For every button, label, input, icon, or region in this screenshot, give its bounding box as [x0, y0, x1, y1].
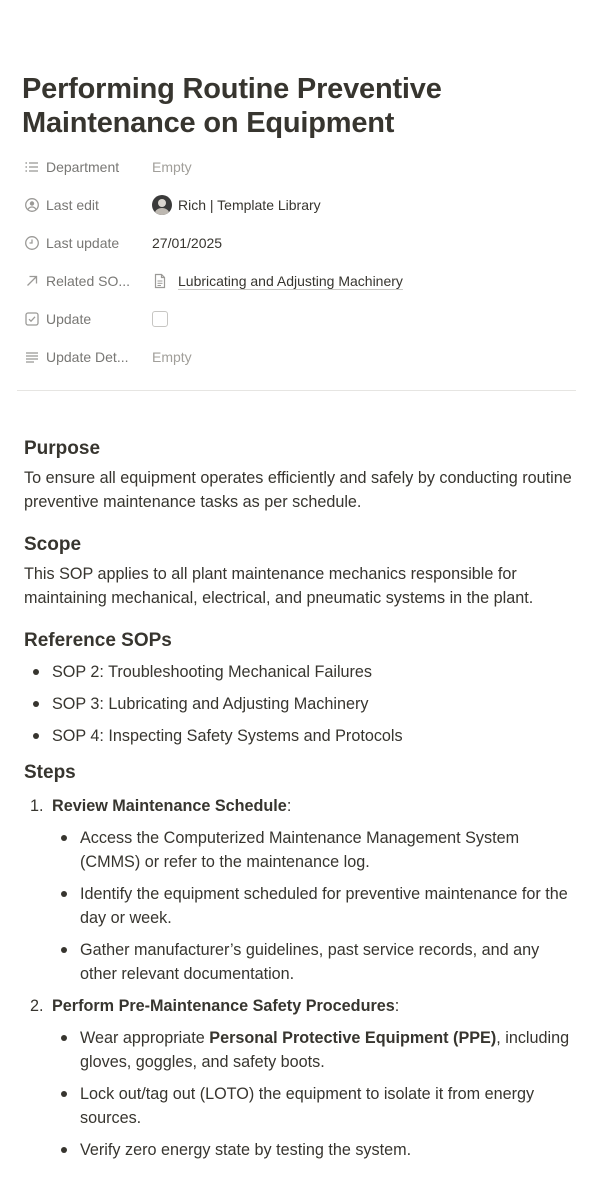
property-label: Department [46, 159, 120, 175]
properties-panel [22, 148, 578, 376]
related-page-link[interactable]: Lubricating and Adjusting Machinery [178, 273, 403, 289]
person-name: Rich | Template Library [178, 197, 321, 213]
property-label: Update Det... [46, 349, 129, 365]
steps-heading[interactable]: Steps [24, 762, 76, 783]
property-update-details[interactable] [22, 338, 578, 376]
list-item[interactable]: Gather manufacturer’s guidelines, past service records, and any other relevant documentation. [52, 938, 580, 986]
checkbox-icon [24, 311, 40, 327]
scope-text[interactable]: This SOP applies to all plant maintenance mechanics responsible for maintaining mechanical, electrical, and pneumatic systems in the plant. [24, 565, 534, 607]
avatar [152, 195, 172, 215]
step-number: 1. [30, 797, 44, 815]
scope-heading[interactable]: Scope [24, 534, 82, 555]
list-icon [24, 159, 40, 175]
reference-list [24, 660, 580, 748]
text-lines-icon [24, 349, 40, 365]
property-value-relation[interactable] [152, 273, 403, 289]
list-item[interactable]: SOP 3: Lubricating and Adjusting Machinery [24, 692, 580, 716]
page-content [24, 434, 580, 1178]
scope-section [24, 530, 580, 610]
property-last-edit[interactable] [22, 186, 578, 224]
step-item[interactable]: 2. Perform Pre-Maintenance Safety Procedures: Wear appropriate Personal Protective Equipment (PPE), including gloves, goggles, and safety boots. Lock out/tag out (LOTO) the equipment to isolate it from energy sources. Verify zero energy state by testing the system. [24, 994, 580, 1162]
property-label: Related SO... [46, 273, 131, 289]
list-item[interactable]: SOP 2: Troubleshooting Mechanical Failures [24, 660, 580, 684]
document-icon [152, 273, 168, 289]
property-value-person[interactable] [152, 195, 321, 215]
list-item[interactable]: Verify zero energy state by testing the system. [52, 1138, 580, 1162]
purpose-section [24, 434, 580, 514]
list-item[interactable]: Lock out/tag out (LOTO) the equipment to isolate it from energy sources. [52, 1082, 580, 1130]
property-last-update[interactable] [22, 224, 578, 262]
property-label: Last edit [46, 197, 99, 213]
clock-icon [24, 235, 40, 251]
step-item[interactable]: 1. Review Maintenance Schedule: Access the Computerized Maintenance Management System (CMMS) or refer to the maintenance log. Identify the equipment scheduled for preventive maintenance for the day or week. Gather manufacturer’s guidelines, past service records, and any other relevant documentation. [24, 794, 580, 986]
list-item[interactable]: SOP 4: Inspecting Safety Systems and Protocols [24, 724, 580, 748]
purpose-heading[interactable]: Purpose [24, 438, 101, 459]
purpose-text[interactable]: To ensure all equipment operates efficiently and safely by conducting routine preventive maintenance tasks as per schedule. [24, 469, 572, 511]
update-checkbox[interactable] [152, 311, 168, 327]
property-related-sop[interactable] [22, 262, 578, 300]
reference-heading[interactable]: Reference SOPs [24, 630, 172, 651]
property-department[interactable] [22, 148, 578, 186]
list-item[interactable]: Access the Computerized Maintenance Management System (CMMS) or refer to the maintenance log. [52, 826, 580, 874]
property-value-empty[interactable]: Empty [152, 349, 192, 365]
step-bullets [52, 1026, 580, 1162]
list-item[interactable]: Wear appropriate Personal Protective Equipment (PPE), including gloves, goggles, and safety boots. [52, 1026, 580, 1074]
property-value-date[interactable]: 27/01/2025 [152, 235, 223, 251]
person-circle-icon [24, 197, 40, 213]
list-item[interactable]: Identify the equipment scheduled for preventive maintenance for the day or week. [52, 882, 580, 930]
step-title: Perform Pre-Maintenance Safety Procedures [52, 997, 395, 1015]
reference-section [24, 626, 580, 748]
steps-list [24, 794, 580, 1162]
steps-section [24, 758, 580, 1162]
divider [17, 390, 576, 391]
property-label: Last update [46, 235, 120, 251]
property-value-empty[interactable]: Empty [152, 159, 192, 175]
step-bullets [52, 826, 580, 986]
property-update[interactable] [22, 300, 578, 338]
property-label: Update [46, 311, 92, 327]
arrow-up-right-icon [24, 273, 40, 289]
page-title[interactable]: Performing Routine Preventive Maintenance on Equipment [22, 73, 442, 139]
step-number: 2. [30, 997, 44, 1015]
step-title: Review Maintenance Schedule [52, 797, 287, 815]
